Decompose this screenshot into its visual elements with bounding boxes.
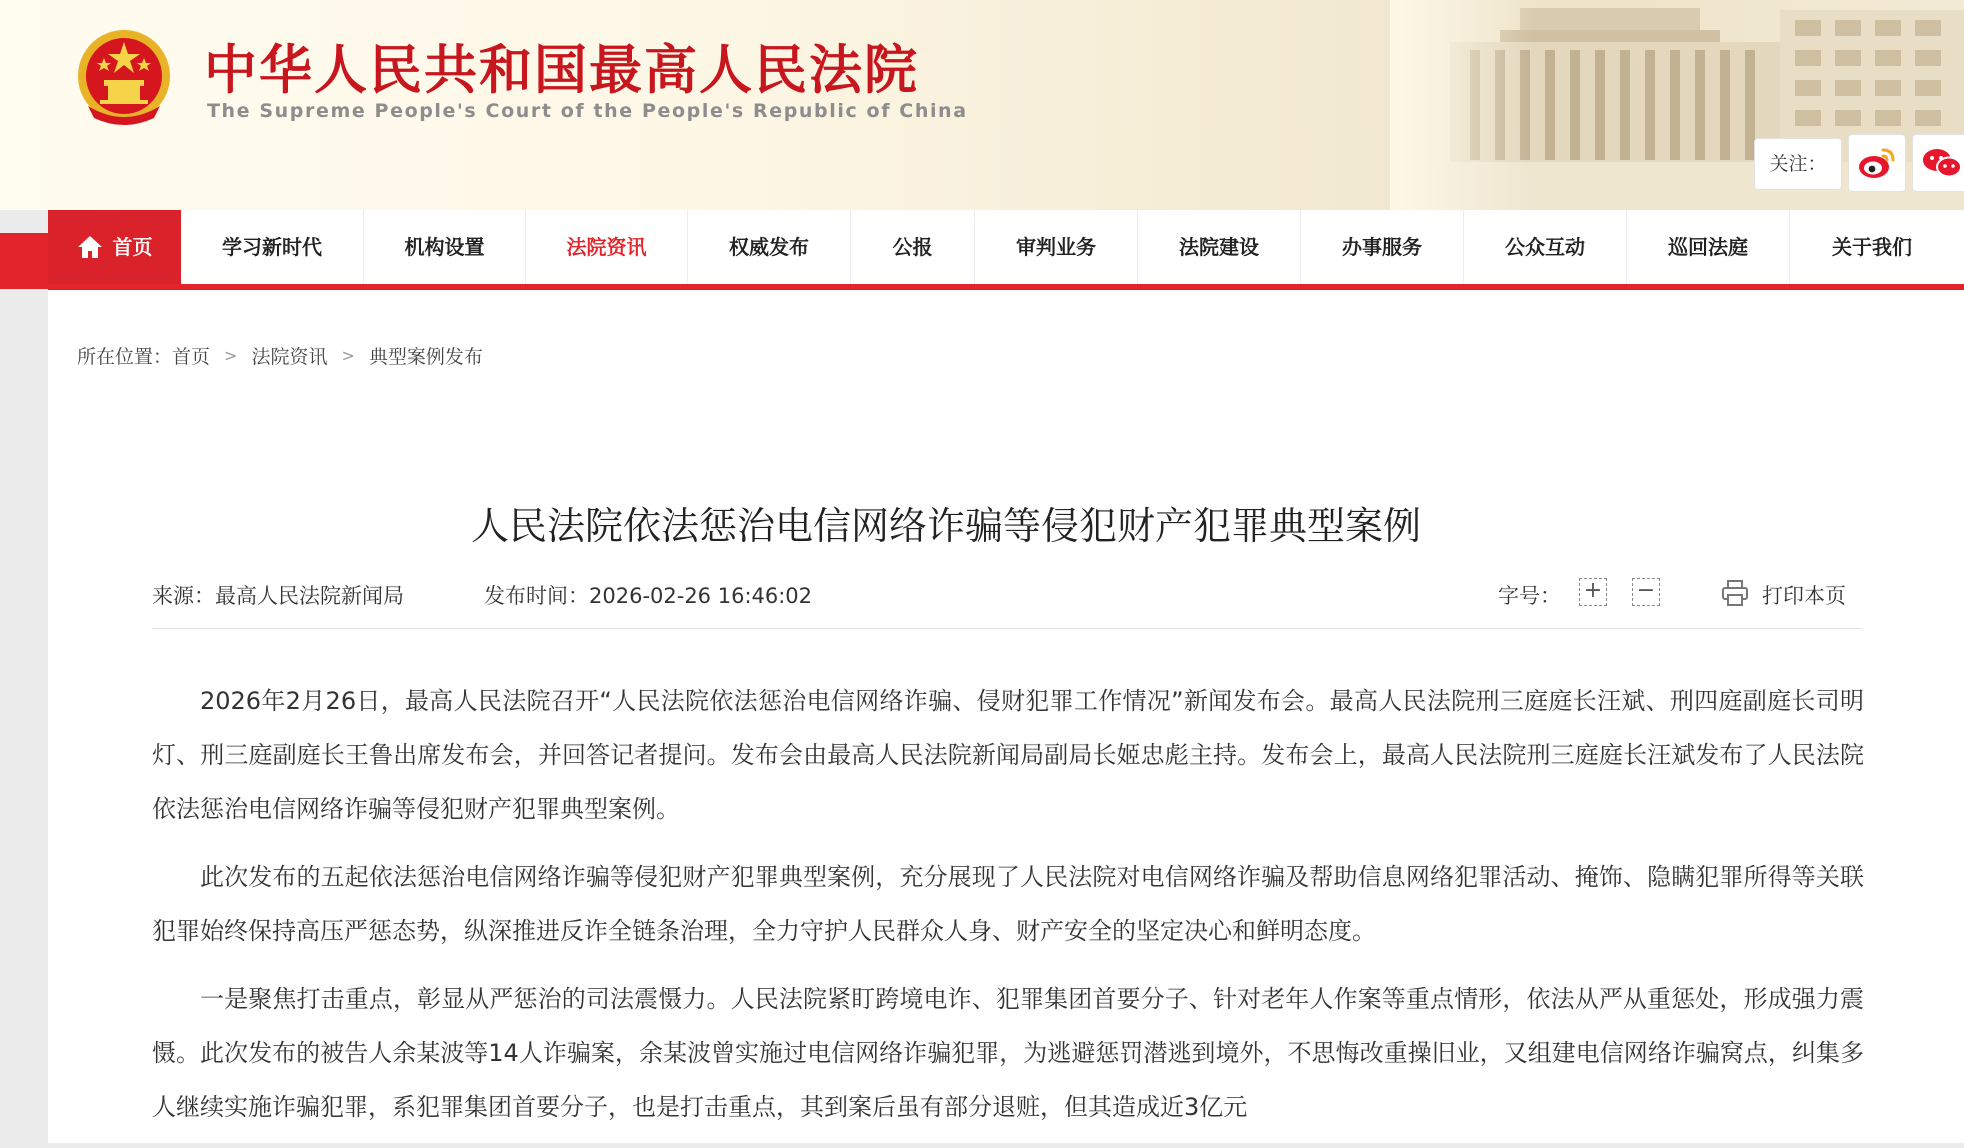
wechat-icon [1922,146,1962,180]
wechat-button[interactable] [1912,134,1964,192]
national-emblem-icon [74,28,174,128]
site-header [0,0,1964,210]
home-icon [77,234,103,260]
left-gutter [0,290,48,1143]
follow-label: 关注： [1754,138,1842,190]
article-title: 人民法院依法惩治电信网络诈骗等侵犯财产犯罪典型案例 [470,504,1421,549]
nav-item-gazette[interactable]: 公报 [851,210,975,284]
article-source: 来源：最高人民法院新闻局 [152,584,404,608]
breadcrumb-court-news[interactable]: 法院资讯 [251,346,328,368]
breadcrumb-prefix: 所在位置： [77,346,173,368]
printer-icon[interactable] [1720,578,1750,608]
article-paragraph: 此次发布的五起依法惩治电信网络诈骗等侵犯财产犯罪典型案例，充分展现了人民法院对电信网络诈骗及帮助信息网络犯罪活动、掩饰、隐瞒犯罪所得等关联犯罪始终保持高压严惩态势，纵深推进反诈全链条治理，全力守护人民群众人身、财产安全的坚定决心和鲜明态度。 [152,863,1864,945]
main-content [48,290,1964,1143]
article-publish-time: 发布时间：2026-02-26 16:46:02 [484,584,813,608]
breadcrumb [77,342,483,369]
weibo-button[interactable] [1848,134,1906,192]
article-body [152,674,1864,1148]
nav-item-about[interactable]: 关于我们 [1832,235,1912,259]
chevron-right-icon: > [341,346,355,365]
nav-item-home[interactable] [48,210,181,284]
site-subtitle: The Supreme People's Court of the People's Republic of China [207,100,968,122]
chevron-right-icon: > [224,346,238,365]
nav-item-court-building[interactable]: 法院建设 [1138,210,1301,284]
nav-item-public-interaction[interactable]: 公众互动 [1464,210,1627,284]
nav-item-trial-business[interactable]: 审判业务 [975,210,1138,284]
nav-item-services[interactable]: 办事服务 [1301,210,1464,284]
nav-item-circuit-courts[interactable]: 巡回法庭 [1627,210,1790,284]
site-title: 中华人民共和国最高人民法院 [204,39,919,101]
print-page-link[interactable]: 打印本页 [1762,584,1846,608]
breadcrumb-home[interactable]: 首页 [172,346,211,368]
nav-item-study[interactable]: 学习新时代 [181,210,364,284]
article-meta [152,580,1862,629]
font-increase-button[interactable]: + [1579,578,1607,606]
font-size-label: 字号： [1498,584,1561,608]
nav-item-organization[interactable]: 机构设置 [364,210,526,284]
article-paragraph: 一是聚焦打击重点，彰显从严惩治的司法震慑力。人民法院紧盯跨境电诈、犯罪集团首要分子、针对老年人作案等重点情形，依法从严从重惩处，形成强力震慑。此次发布的被告人余某波等14人诈骗案，余某波曾实施过电信网络诈骗犯罪，为逃避惩罚潜逃到境外，不思悔改重操旧业，又组建电信网络诈骗窝点，纠集多人继续实施诈骗犯罪，系犯罪集团首要分子，也是打击重点，其到案后虽有部分退赃，但其造成近3亿元 [152,985,1864,1121]
nav-item-court-news[interactable]: 法院资讯 [526,210,688,284]
nav-left-accent [0,233,48,289]
nav-item-releases[interactable]: 权威发布 [688,210,851,284]
article-paragraph: 2026年2月26日，最高人民法院召开“人民法院依法惩治电信网络诈骗、侵财犯罪工作情况”新闻发布会。最高人民法院刑三庭庭长汪斌、刑四庭副庭长司明灯、刑三庭副庭长王鲁出席发布会，并回答记者提问。发布会由最高人民法院新闻局副局长姬忠彪主持。发布会上，最高人民法院刑三庭庭长汪斌发布了人民法院依法惩治电信网络诈骗等侵犯财产犯罪典型案例。 [152,687,1864,823]
weibo-icon [1857,146,1897,180]
nav-home-label: 首页 [112,235,153,259]
main-nav [48,210,1964,290]
breadcrumb-typical-cases[interactable]: 典型案例发布 [368,346,483,368]
font-decrease-button[interactable]: − [1632,578,1660,606]
